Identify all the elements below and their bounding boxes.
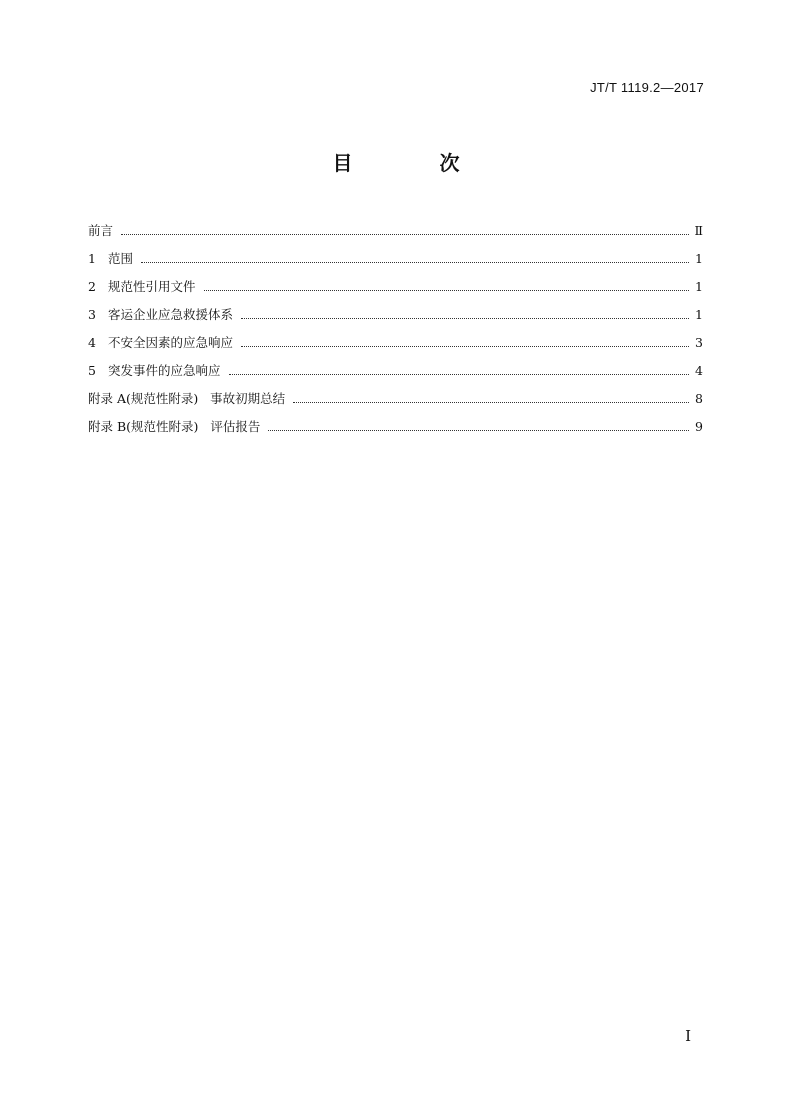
toc-entry-label: 突发事件的应急响应	[108, 363, 221, 378]
toc-leader-dots	[241, 346, 689, 347]
toc-entry-appendix-a[interactable]	[88, 379, 703, 407]
toc-entry-page: 4	[695, 363, 703, 378]
toc-entry-page: 3	[695, 335, 703, 350]
toc-entry-label: 规范性引用文件	[108, 279, 196, 294]
toc-entry-page: 1	[695, 307, 703, 322]
toc-leader-dots	[268, 430, 689, 431]
toc-entry-foreword[interactable]	[88, 211, 703, 239]
toc-entry-label: 范围	[108, 251, 134, 266]
toc-entry-number: 1	[88, 251, 96, 266]
toc-entry-label: 不安全因素的应急响应	[108, 335, 234, 350]
toc-entry-label: 前言	[88, 223, 114, 238]
document-code: JT/T 1119.2—2017	[590, 80, 704, 95]
toc-entry-normative-references[interactable]	[88, 267, 703, 295]
page-title: 目 次	[332, 151, 500, 175]
toc-leader-dots	[293, 402, 689, 403]
toc-entry-number: 5	[88, 363, 96, 378]
toc-entry-page: 9	[695, 419, 703, 434]
toc-entry-page: 1	[695, 279, 703, 294]
toc-leader-dots	[204, 290, 689, 291]
toc-entry-appendix-b[interactable]	[88, 407, 703, 435]
toc-entry-number: 2	[88, 279, 96, 294]
toc-entry-number: 3	[88, 307, 96, 322]
toc-entry-scope[interactable]	[88, 239, 703, 267]
toc-entry-page: Ⅱ	[694, 223, 703, 238]
toc-entry-emergency-rescue-system[interactable]	[88, 295, 703, 323]
toc-leader-dots	[229, 374, 689, 375]
toc-entry-number: 4	[88, 335, 96, 350]
toc-entry-page: 1	[695, 251, 703, 266]
toc-entry-page: 8	[695, 391, 703, 406]
toc-leader-dots	[241, 318, 689, 319]
table-of-contents	[88, 211, 703, 435]
page-number: I	[685, 1027, 691, 1045]
toc-entry-label: 附录 A(规范性附录) 事故初期总结	[88, 391, 286, 406]
toc-leader-dots	[121, 234, 688, 235]
toc-entry-unsafe-factors-response[interactable]	[88, 323, 703, 351]
toc-leader-dots	[141, 262, 689, 263]
toc-entry-emergency-events-response[interactable]	[88, 351, 703, 379]
toc-entry-label: 附录 B(规范性附录) 评估报告	[88, 419, 261, 434]
toc-entry-label: 客运企业应急救援体系	[108, 307, 234, 322]
